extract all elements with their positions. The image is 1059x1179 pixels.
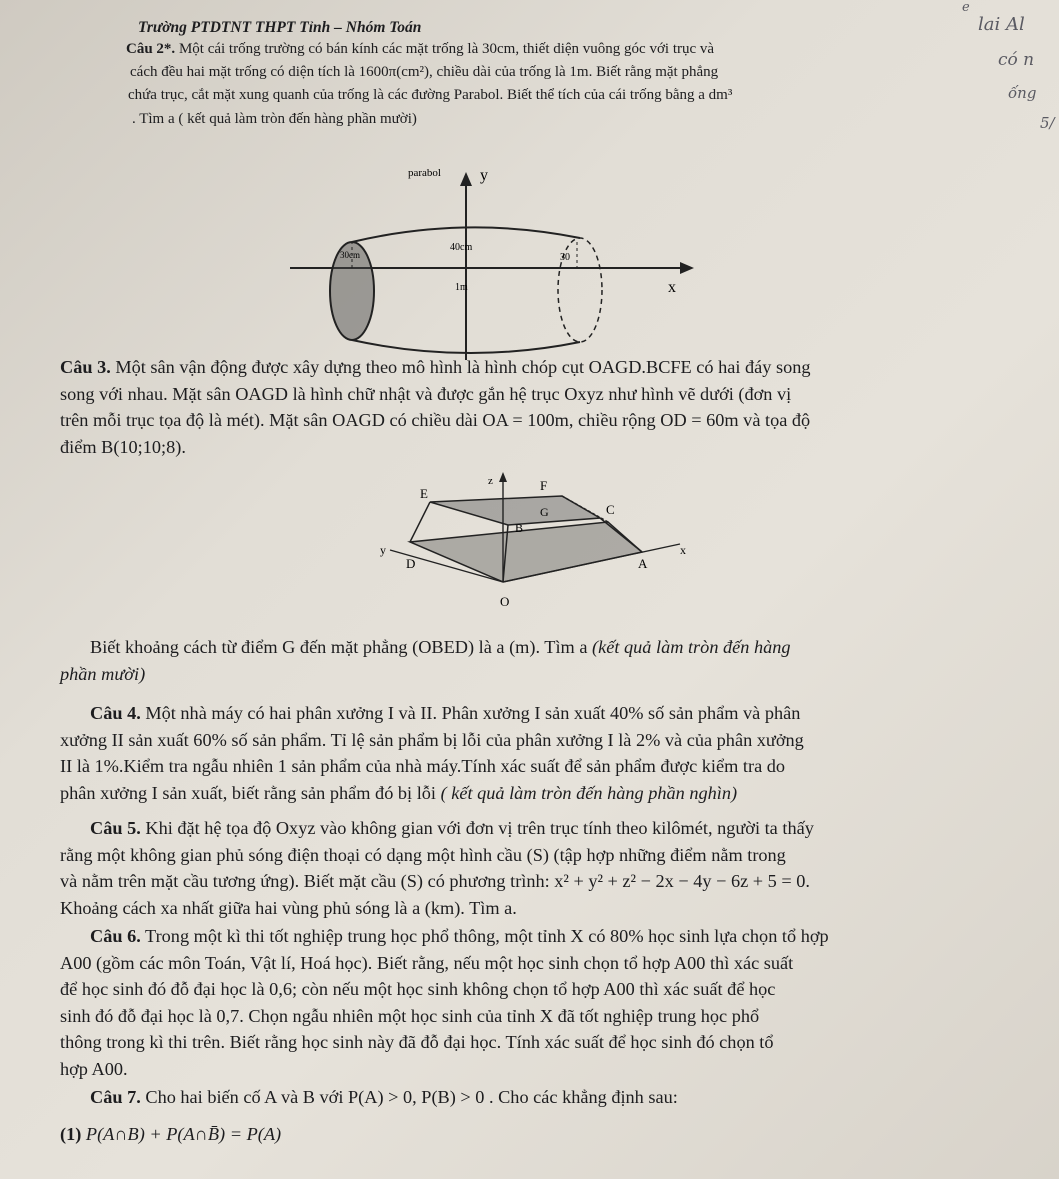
label-y-axis: y — [480, 167, 488, 184]
pt-F: F — [540, 478, 548, 493]
q2-line4 — [132, 110, 417, 129]
q6-label: Câu 6. — [90, 926, 141, 946]
q5-label: Câu 5. — [90, 818, 141, 838]
q2-line3: chứa trục, cắt mặt xung quanh của trống là các đường Parabol. Biết thể tích của cái trống bằng a dm³ — [128, 87, 733, 103]
q5-block — [60, 815, 975, 921]
pt-z: z — [488, 475, 493, 487]
q3-after-note2: phần mười) — [60, 663, 146, 684]
margin-note-1: lai Al — [978, 14, 1025, 35]
q6-line3: để học sinh đó đỗ đại học là 0,6; còn nếu một học sinh không chọn tổ hợp A00 thì xác suất để học — [60, 979, 776, 1000]
label-40cm: 40cm — [450, 242, 473, 253]
q7-item1: P(A∩B) + P(A∩B̄) = P(A) — [85, 1123, 282, 1144]
q4-line2: xưởng II sản xuất 60% số sản phẩm. Tỉ lệ sản phẩm bị lỗi của phân xưởng I là 2% và của phân xưởng — [60, 729, 804, 750]
q6-line1: Trong một kì thi tốt nghiệp trung học phổ thông, một tỉnh X có 80% học sinh lựa chọn tổ hợp — [145, 926, 829, 946]
q3-line2: song với nhau. Mặt sân OAGD là hình chữ nhật và được gắn hệ trục Oxyz như hình vẽ dưới (đơn vị — [60, 383, 792, 404]
q4-line4-main: phân xưởng I sản xuất, biết rằng sản phẩm đó bị lỗi — [60, 782, 436, 803]
q3-line1: Một sân vận động được xây dựng theo mô hình là hình chóp cụt OAGD.BCFE có hai đáy song — [115, 357, 811, 377]
q3-after-note: (kết quả làm tròn đến hàng — [592, 637, 791, 657]
pt-C: C — [606, 502, 615, 517]
q6-block — [60, 923, 975, 1083]
q7-label: Câu 7. — [90, 1087, 141, 1107]
q3-line3: trên mỗi trục tọa độ là mét). Mặt sân OAGD có chiều dài OA = 100m, chiều rộng OD = 60m và tọa độ — [60, 410, 811, 431]
label-x-axis: x — [668, 279, 676, 296]
pt-G: G — [540, 505, 549, 519]
label-1m: 1m — [455, 282, 468, 293]
q2-line1: Một cái trống trường có bán kính các mặt trống là 30cm, thiết diện vuông góc với trục và — [178, 41, 715, 57]
q5-line4: Khoảng cách xa nhất giữa hai vùng phủ sóng là a (km). Tìm a. — [60, 897, 517, 918]
pt-E: E — [420, 486, 428, 501]
q4-line4-note: ( kết quả làm tròn đến hàng phần nghìn) — [440, 782, 738, 803]
q2-block — [126, 40, 956, 59]
q4-block — [60, 700, 975, 806]
pt-A: A — [638, 556, 648, 571]
label-parabol: parabol — [408, 167, 441, 179]
pt-D: D — [406, 556, 416, 571]
label-30cm-left: 30cm — [340, 250, 360, 260]
q3-line4: điểm B(10;10;8). — [60, 436, 186, 457]
q2-line4-text: . Tìm a ( kết quả làm tròn đến hàng phần mười) — [132, 111, 417, 127]
q4-line1: Một nhà máy có hai phân xưởng I và II. Phân xưởng I sản xuất 40% số sản phẩm và phân — [145, 703, 801, 723]
q6-line6: hợp A00. — [60, 1058, 128, 1079]
margin-note-3: ống — [1008, 84, 1037, 102]
pt-x: x — [680, 543, 686, 557]
q7-line1: Cho hai biến cố A và B với P(A) > 0, P(B) > 0 . Cho các khẳng định sau: — [145, 1087, 678, 1107]
pt-y: y — [380, 543, 386, 557]
q3-after-main: Biết khoảng cách từ điểm G đến mặt phẳng (OBED) là a (m). Tìm a — [90, 637, 588, 657]
q6-line4: sinh đó đỗ đại học là 0,7. Chọn ngẫu nhiên một học sinh của tỉnh X đã tốt nghiệp trung học phổ — [60, 1005, 760, 1026]
q4-line3: II là 1%.Kiểm tra ngẫu nhiên 1 sản phẩm của nhà máy.Tính xác suất để sản phẩm được kiểm tra do — [60, 756, 786, 777]
pyramid-figure — [380, 470, 700, 620]
label-30-right: 30 — [560, 252, 570, 263]
q3-continuation — [60, 634, 975, 687]
pt-B: B — [515, 521, 524, 535]
q6-line2: A00 (gồm các môn Toán, Vật lí, Hoá học). Biết rằng, nếu một học sinh chọn tổ hợp A00 thì xác suất — [60, 952, 794, 973]
q7-block — [60, 1084, 975, 1147]
q2-line2: cách đều hai mặt trống có diện tích là 1600π(cm²), chiều dài của trống là 1m. Biết rằng mặt phẳng — [130, 64, 719, 80]
q5-line1: Khi đặt hệ tọa độ Oxyz vào không gian với đơn vị trên trục tính theo kilômét, người ta thấy — [145, 818, 814, 838]
margin-note-4: 5/ — [1040, 114, 1055, 132]
q5-line3: và nằm trên mặt cầu tương ứng). Biết mặt cầu (S) có phương trình: x² + y² + z² − 2x − 4y − 6z + 5 = 0. — [60, 871, 810, 892]
pt-O: O — [500, 594, 510, 609]
margin-note-5: e — [962, 0, 970, 15]
drum-figure — [280, 160, 720, 365]
q5-line2: rằng một không gian phủ sóng điện thoại có dạng một hình cầu (S) (tập hợp những điểm nằm trong — [60, 844, 786, 865]
q3-block — [60, 354, 975, 460]
school-header: Trường PTDTNT THPT Tỉnh – Nhóm Toán — [138, 19, 422, 36]
q4-label: Câu 4. — [90, 703, 141, 723]
margin-note-2: có n — [998, 50, 1035, 70]
q3-label: Câu 3. — [60, 357, 111, 377]
q7-item1-label: (1) — [60, 1123, 82, 1144]
q6-line5: thông trong kì thi trên. Biết rằng học sinh này đã đỗ đại học. Tính xác suất để học sinh đó chọn tổ — [60, 1032, 774, 1053]
q2-label: Câu 2*. — [126, 41, 176, 57]
